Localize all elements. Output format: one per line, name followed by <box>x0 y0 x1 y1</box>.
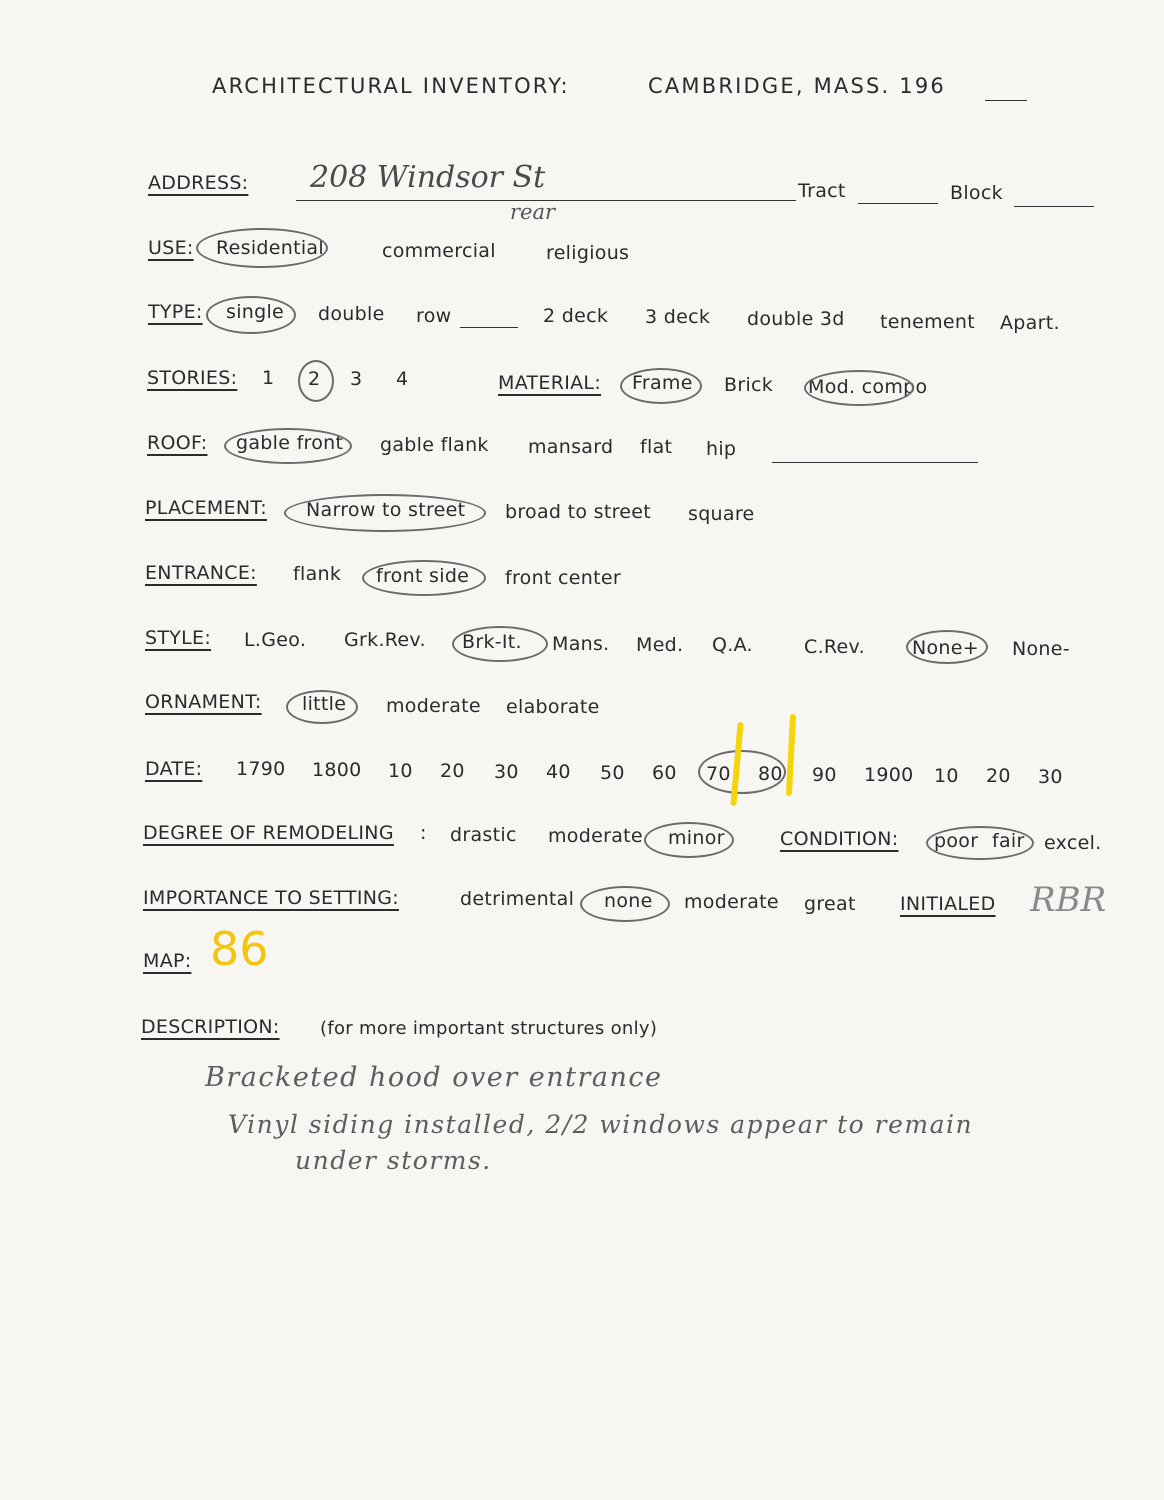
initialed-label: INITIALED <box>900 893 996 915</box>
style-option-none-plus[interactable]: None+ <box>912 637 979 659</box>
remodeling-option-drastic[interactable]: drastic <box>450 824 517 846</box>
date-option-50[interactable]: 50 <box>600 762 625 784</box>
entrance-option-flank[interactable]: flank <box>293 563 342 585</box>
remodeling-colon: : <box>420 822 427 844</box>
selection-circle <box>906 630 988 664</box>
date-option-1930[interactable]: 30 <box>1038 766 1063 788</box>
importance-option-moderate[interactable]: moderate <box>684 891 779 913</box>
style-option-c-rev[interactable]: C.Rev. <box>804 636 865 658</box>
roof-option-flat[interactable]: flat <box>640 436 673 458</box>
style-option-mans[interactable]: Mans. <box>552 633 610 655</box>
use-option-commercial[interactable]: commercial <box>382 240 496 262</box>
stories-option-1[interactable]: 1 <box>262 367 275 389</box>
selection-circle <box>804 370 914 406</box>
form-title-place: CAMBRIDGE, MASS. 196 <box>648 74 946 98</box>
map-label: MAP: <box>143 950 192 972</box>
roof-option-gable-flank[interactable]: gable flank <box>380 434 489 456</box>
row-blank <box>460 327 518 328</box>
date-option-1800[interactable]: 1800 <box>312 759 362 781</box>
use-label: USE: <box>148 237 194 259</box>
description-hint: (for more important structures only) <box>320 1018 658 1039</box>
form-title: ARCHITECTURAL INVENTORY: <box>212 74 570 98</box>
style-option-qa[interactable]: Q.A. <box>712 634 753 656</box>
year-blank[interactable] <box>985 100 1027 101</box>
importance-option-none[interactable]: none <box>604 890 653 912</box>
selection-circle <box>452 626 548 662</box>
ornament-option-moderate[interactable]: moderate <box>386 695 481 717</box>
ornament-label: ORNAMENT: <box>145 691 262 713</box>
block-label: Block <box>950 182 1003 204</box>
selection-circle <box>644 822 734 858</box>
selection-circle <box>206 296 296 334</box>
style-option-brk-it[interactable]: Brk-It. <box>462 631 522 653</box>
date-option-30[interactable]: 30 <box>494 761 519 783</box>
map-value[interactable]: 86 <box>210 922 269 976</box>
date-option-1790[interactable]: 1790 <box>236 758 286 780</box>
style-label: STYLE: <box>145 627 212 649</box>
highlighter-mark <box>786 714 796 796</box>
condition-option-excel[interactable]: excel. <box>1044 832 1102 854</box>
date-option-1900[interactable]: 1900 <box>864 764 914 786</box>
condition-label: CONDITION: <box>780 828 899 850</box>
date-option-40[interactable]: 40 <box>546 761 571 783</box>
roof-option-gable-front[interactable]: gable front <box>236 432 344 454</box>
selection-circle <box>698 750 786 794</box>
date-option-70[interactable]: 70 <box>706 763 731 785</box>
selection-circle <box>298 360 334 402</box>
date-option-80[interactable]: 80 <box>758 763 783 785</box>
style-option-none-minus[interactable]: None- <box>1012 638 1070 660</box>
remodeling-option-minor[interactable]: minor <box>668 827 725 849</box>
date-option-1920[interactable]: 20 <box>986 765 1011 787</box>
importance-option-great[interactable]: great <box>804 893 856 915</box>
remodeling-label: DEGREE OF REMODELING <box>143 822 394 844</box>
type-option-single[interactable]: single <box>226 301 285 323</box>
remodeling-option-moderate[interactable]: moderate <box>548 825 643 847</box>
address-note: rear <box>510 200 556 224</box>
date-option-20[interactable]: 20 <box>440 760 465 782</box>
address-value[interactable]: 208 Windsor St <box>310 160 546 195</box>
style-option-grk-rev[interactable]: Grk.Rev. <box>344 629 426 651</box>
style-option-med[interactable]: Med. <box>636 634 684 656</box>
roof-label: ROOF: <box>147 432 208 454</box>
roof-other-blank[interactable] <box>772 462 978 463</box>
entrance-label: ENTRANCE: <box>145 562 257 584</box>
type-option-tenement[interactable]: tenement <box>880 311 975 333</box>
placement-label: PLACEMENT: <box>145 497 267 519</box>
ornament-option-elaborate[interactable]: elaborate <box>506 696 600 718</box>
type-option-3-deck[interactable]: 3 deck <box>645 306 711 328</box>
selection-circle <box>362 560 486 596</box>
type-option-double-3d[interactable]: double 3d <box>747 308 845 330</box>
description-line-2[interactable]: Vinyl siding installed, 2/2 windows appear to remain <box>228 1110 974 1139</box>
material-option-brick[interactable]: Brick <box>724 374 774 396</box>
address-label: ADDRESS: <box>148 172 249 194</box>
date-label: DATE: <box>145 758 203 780</box>
style-option-l-geo[interactable]: L.Geo. <box>244 629 307 651</box>
selection-circle <box>926 826 1034 860</box>
date-option-90[interactable]: 90 <box>812 764 837 786</box>
type-option-row[interactable]: row <box>416 305 452 327</box>
material-label: MATERIAL: <box>498 372 602 394</box>
type-option-apart[interactable]: Apart. <box>1000 312 1060 334</box>
stories-option-2[interactable]: 2 <box>308 368 321 390</box>
condition-option-fair[interactable]: fair <box>992 830 1025 852</box>
use-option-residential[interactable]: Residential <box>216 237 324 259</box>
selection-circle <box>286 690 358 724</box>
material-option-mod-compo[interactable]: Mod. compo <box>808 376 928 398</box>
material-option-frame[interactable]: Frame <box>632 372 693 394</box>
selection-circle <box>284 494 486 532</box>
description-label: DESCRIPTION: <box>141 1016 280 1038</box>
date-option-10[interactable]: 10 <box>388 760 413 782</box>
placement-option-narrow[interactable]: Narrow to street <box>306 499 466 521</box>
stories-option-3[interactable]: 3 <box>350 368 363 390</box>
use-option-religious[interactable]: religious <box>546 242 630 264</box>
block-blank[interactable] <box>1014 206 1094 207</box>
placement-option-broad[interactable]: broad to street <box>505 501 652 523</box>
tract-blank[interactable] <box>858 203 938 204</box>
roof-option-mansard[interactable]: mansard <box>528 436 614 458</box>
date-option-60[interactable]: 60 <box>652 762 677 784</box>
initialed-value[interactable]: RBR <box>1030 880 1107 920</box>
tract-label: Tract <box>798 180 846 202</box>
entrance-option-front-side[interactable]: front side <box>376 565 470 587</box>
selection-circle <box>224 428 352 464</box>
placement-option-square[interactable]: square <box>688 503 755 525</box>
condition-option-poor[interactable]: poor <box>934 830 979 852</box>
stories-label: STORIES: <box>147 367 238 389</box>
importance-label: IMPORTANCE TO SETTING: <box>143 887 399 909</box>
description-line-1[interactable]: Bracketed hood over entrance <box>205 1062 663 1093</box>
stories-option-4[interactable]: 4 <box>396 368 409 390</box>
ornament-option-little[interactable]: little <box>302 693 347 715</box>
importance-option-detrimental[interactable]: detrimental <box>460 888 575 910</box>
selection-circle <box>196 228 328 268</box>
selection-circle <box>620 368 702 404</box>
date-option-1910[interactable]: 10 <box>934 765 959 787</box>
selection-circle <box>580 886 670 922</box>
type-option-2-deck[interactable]: 2 deck <box>543 305 609 327</box>
type-option-double[interactable]: double <box>318 303 385 325</box>
type-label: TYPE: <box>148 301 203 323</box>
description-line-3[interactable]: under storms. <box>295 1146 492 1175</box>
entrance-option-front-center[interactable]: front center <box>505 567 621 589</box>
roof-option-hip[interactable]: hip <box>706 438 737 460</box>
